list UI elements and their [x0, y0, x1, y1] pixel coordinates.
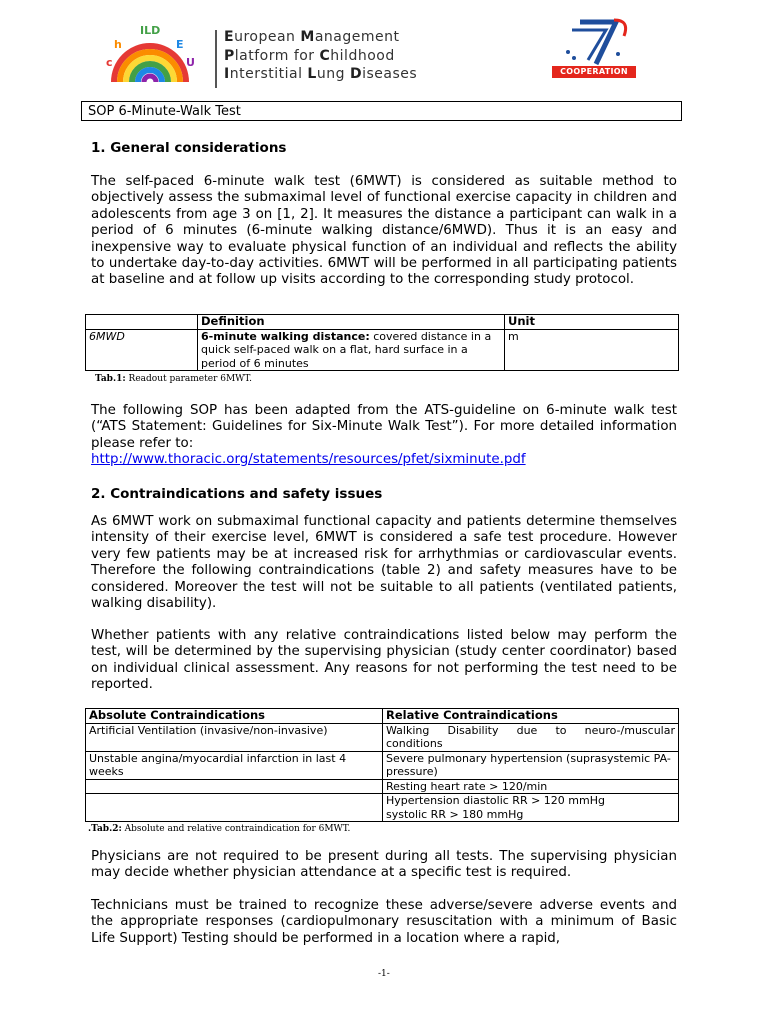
table1-definition: 6-minute walking distance: covered distance in a quick self-paced walk on a flat, hard surface in a period of 6 minutes: [198, 329, 505, 371]
table2-absolute-3-empty: [86, 779, 383, 794]
table-contraindications: [85, 708, 679, 822]
organization-name: [224, 28, 417, 84]
section-2-paragraph-4: Technicians must be trained to recognize these adverse/severe adverse events and the appropriate responses (cardiopulmonary resuscitation with a minimum of Basic Life Support) Testing should be performed in a location where a rapid,: [91, 898, 677, 946]
ats-guideline-link[interactable]: http://www.thoracic.org/statements/resources/pfet/sixminute.pdf: [91, 452, 526, 467]
svg-text:ILD: ILD: [140, 24, 161, 37]
svg-text:U: U: [186, 56, 195, 69]
table1-header-unit: Unit: [505, 315, 679, 330]
table2-relative-1: Walking Disability due to neuro-/muscular conditions: [383, 723, 679, 751]
org-line-3: Interstitial Lung Diseases: [224, 66, 418, 82]
table-readout-parameter: [85, 314, 679, 371]
page-number: -1-: [378, 969, 390, 979]
table-2-caption: .Tab.2: Absolute and relative contraindication for 6MWT.: [88, 824, 351, 834]
ats-guideline-link-container: [91, 452, 677, 468]
table2-header-relative: Relative Contraindications: [383, 709, 679, 724]
table1-header-definition: Definition: [198, 315, 505, 330]
section-2-paragraph-1: As 6MWT work on submaximal functional capacity and patients determine themselves intensity of their exercise level, 6MWT is considered a safe test procedure. However very few patients may be at increased risk for arrhythmias or cardiovascular events. Therefore the following contraindications (table 2) and safety measures have to be considered. Moreover the test will not be suitable to all patients (ventilated patients, walking disability).: [91, 514, 677, 612]
section-1-heading: 1. General considerations: [91, 140, 287, 156]
document-title: SOP 6-Minute-Walk Test: [81, 101, 682, 121]
child-eu-logo: [100, 22, 200, 88]
section-1-paragraph-1: The self-paced 6-minute walk test (6MWT) is considered as suitable method to objectively assess the submaximal level of functional exercise capacity in children and adolescents from age 3 on [1, 2]. It measures the distance a participant can walk in a period of 6 minutes (6-minute walking distance/6MWD). Thus it is an easy and inexpensive way to evaluate physical function of an individual and reflects the ability to undertake day-to-day activities. 6MWT will be performed in all participating patients at baseline and at follow up visits according to the corresponding study protocol.: [91, 174, 677, 288]
section-2-paragraph-3: Physicians are not required to be present during all tests. The supervising physician may decide whether physician attendance at a specific test is required.: [91, 849, 677, 881]
table2-relative-2: Severe pulmonary hypertension (suprasystemic PA-pressure): [383, 751, 679, 779]
table2-relative-3: Resting heart rate > 120/min: [383, 779, 679, 794]
table2-relative-4: Hypertension diastolic RR > 120 mmHg systolic RR > 180 mmHg: [383, 794, 679, 822]
svg-text:E: E: [176, 38, 184, 51]
table2-absolute-4-empty: [86, 794, 383, 822]
header-divider: [215, 30, 217, 88]
table-1-caption: Tab.1: Readout parameter 6MWT.: [95, 374, 252, 384]
svg-text:h: h: [114, 38, 122, 51]
cooperation-label: COOPERATION: [552, 66, 636, 78]
table2-absolute-1: Artificial Ventilation (invasive/non-invasive): [86, 723, 383, 751]
svg-text:c: c: [106, 56, 113, 69]
table1-param: 6MWD: [86, 329, 198, 371]
org-line-2: Platform for Childhood: [224, 47, 395, 64]
table1-unit: m: [505, 329, 679, 371]
section-2-paragraph-2: Whether patients with any relative contraindications listed below may perform the test, will be determined by the supervising physician (study center coordinator) based on individual clinical assessment. Any reasons for not performing the test need to be reported.: [91, 628, 677, 693]
table2-header-absolute: Absolute Contraindications: [86, 709, 383, 724]
table2-absolute-2: Unstable angina/myocardial infarction in last 4 weeks: [86, 751, 383, 779]
org-line-1: European Management: [224, 29, 400, 45]
section-2-heading: 2. Contraindications and safety issues: [91, 486, 383, 502]
table1-header-empty: [86, 315, 198, 330]
section-1-paragraph-2: The following SOP has been adapted from the ATS-guideline on 6-minute walk test (“ATS Statement: Guidelines for Six-Minute Walk Test”). For more detailed information please refer to:: [91, 403, 677, 451]
